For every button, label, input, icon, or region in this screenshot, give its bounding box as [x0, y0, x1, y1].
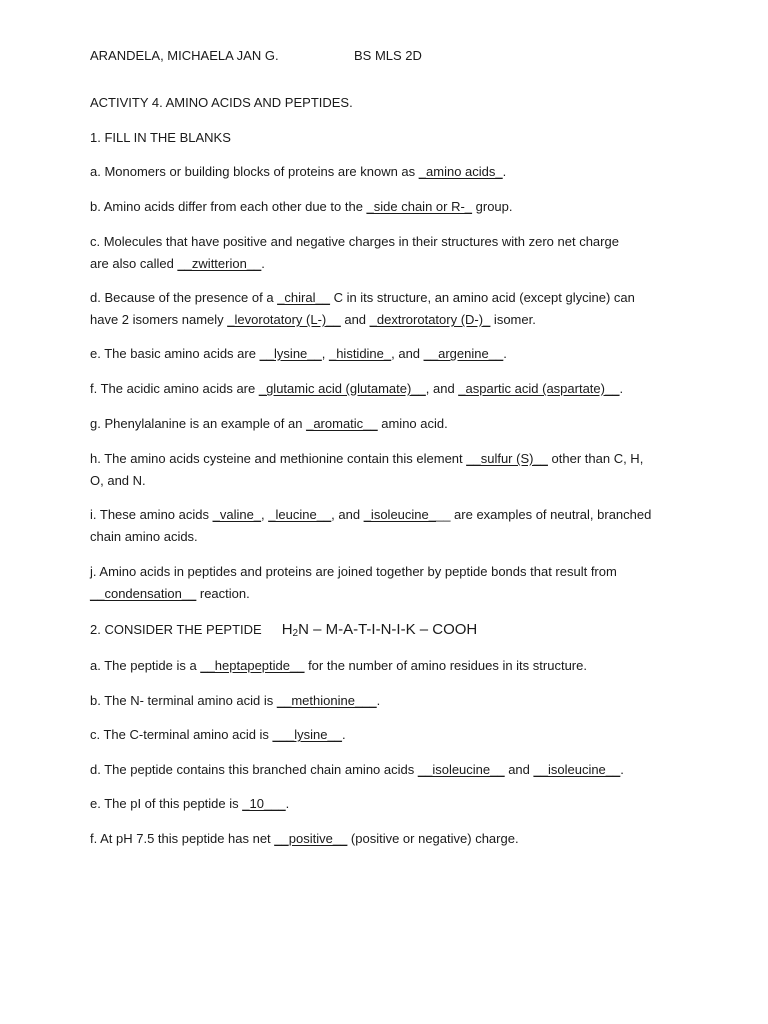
question-1c-line1: c. Molecules that have positive and negative charges in their structures with zero net charge	[90, 234, 619, 249]
answer-2f: __positive__	[274, 831, 348, 846]
question-1d-line1: d. Because of the presence of a _chiral__ C in its structure, an amino acid (except glycine) can	[90, 290, 635, 305]
answer-1d-3: _dextrorotatory (D-)_	[369, 312, 491, 327]
answer-1c: __zwitterion__	[177, 256, 262, 271]
answer-2c: ___lysine__	[272, 727, 342, 742]
answer-2d-1: __isoleucine__	[417, 762, 505, 777]
section2-heading: 2. CONSIDER THE PEPTIDE	[90, 622, 262, 637]
section2-heading-row	[90, 622, 477, 642]
answer-1e-2: _histidine_	[328, 346, 392, 361]
answer-1f-2: _aspartic acid (aspartate)__	[458, 381, 620, 396]
question-2d: d. The peptide contains this branched chain amino acids __isoleucine__ and __isoleucine__.	[90, 762, 624, 777]
answer-1i-1: _valine_	[212, 507, 262, 522]
question-1b: b. Amino acids differ from each other due to the _side chain or R-_ group.	[90, 199, 513, 214]
question-1i-line2: chain amino acids.	[90, 529, 198, 544]
answer-1b: _side chain or R-_	[366, 199, 473, 214]
answer-1d-2: _levorotatory (L-)__	[227, 312, 341, 327]
activity-title: ACTIVITY 4. AMINO ACIDS AND PEPTIDES.	[90, 95, 353, 110]
answer-1e-1: __lysine__	[259, 346, 322, 361]
student-name: ARANDELA, MICHAELA JAN G.	[90, 48, 279, 63]
answer-2e: _10___	[242, 796, 286, 811]
question-1h-line1: h. The amino acids cysteine and methionine contain this element __sulfur (S)__ other than C, H,	[90, 451, 644, 466]
question-2e: e. The pI of this peptide is _10___.	[90, 796, 290, 811]
answer-2a: __heptapeptide__	[200, 658, 305, 673]
answer-2b: __methionine___	[276, 693, 377, 708]
question-1j-line2: __condensation__ reaction.	[90, 586, 250, 601]
answer-1a: _amino acids_	[418, 164, 503, 179]
question-1d-line2: have 2 isomers namely _levorotatory (L-)__ and _dextrorotatory (D-)_ isomer.	[90, 312, 536, 327]
answer-1i-2: _leucine__	[268, 507, 332, 522]
question-2a: a. The peptide is a __heptapeptide__ for the number of amino residues in its structure.	[90, 658, 587, 673]
question-2f: f. At pH 7.5 this peptide has net __positive__ (positive or negative) charge.	[90, 831, 519, 846]
section1-heading: 1. FILL IN THE BLANKS	[90, 130, 231, 145]
peptide-formula: $H_2N - M-A-T-I-N-I-K$ – COOH	[281, 621, 478, 639]
answer-2d-2: __isoleucine__	[533, 762, 621, 777]
answer-1d-1: _chiral__	[277, 290, 330, 305]
question-1g: g. Phenylalanine is an example of an _aromatic__ amino acid.	[90, 416, 448, 431]
answer-1f-1: _glutamic acid (glutamate)__	[258, 381, 426, 396]
question-2b: b. The N- terminal amino acid is __methionine___.	[90, 693, 381, 708]
answer-1e-3: __argenine__	[423, 346, 504, 361]
question-1f: f. The acidic amino acids are _glutamic acid (glutamate)__, and _aspartic acid (aspartate)__.	[90, 381, 624, 396]
answer-1i-3: _isoleucine_	[363, 507, 436, 522]
question-1c-line2: are also called __zwitterion__.	[90, 256, 265, 271]
answer-1h: __sulfur (S)__	[466, 451, 548, 466]
question-1e: e. The basic amino acids are __lysine__, _histidine_, and __argenine__.	[90, 346, 507, 361]
question-1i-line1: i. These amino acids _valine_, _leucine__, and _isoleucine___ are examples of neutral, branched	[90, 507, 652, 522]
answer-1j: __condensation__	[90, 586, 197, 601]
question-1h-line2: O, and N.	[90, 473, 146, 488]
answer-1g: _aromatic__	[306, 416, 378, 431]
course-section: BS MLS 2D	[354, 48, 422, 63]
question-1a: a. Monomers or building blocks of proteins are known as _amino acids_.	[90, 164, 507, 179]
question-1j-line1: j. Amino acids in peptides and proteins are joined together by peptide bonds that result from	[90, 564, 617, 579]
question-2c: c. The C-terminal amino acid is ___lysine__.	[90, 727, 346, 742]
